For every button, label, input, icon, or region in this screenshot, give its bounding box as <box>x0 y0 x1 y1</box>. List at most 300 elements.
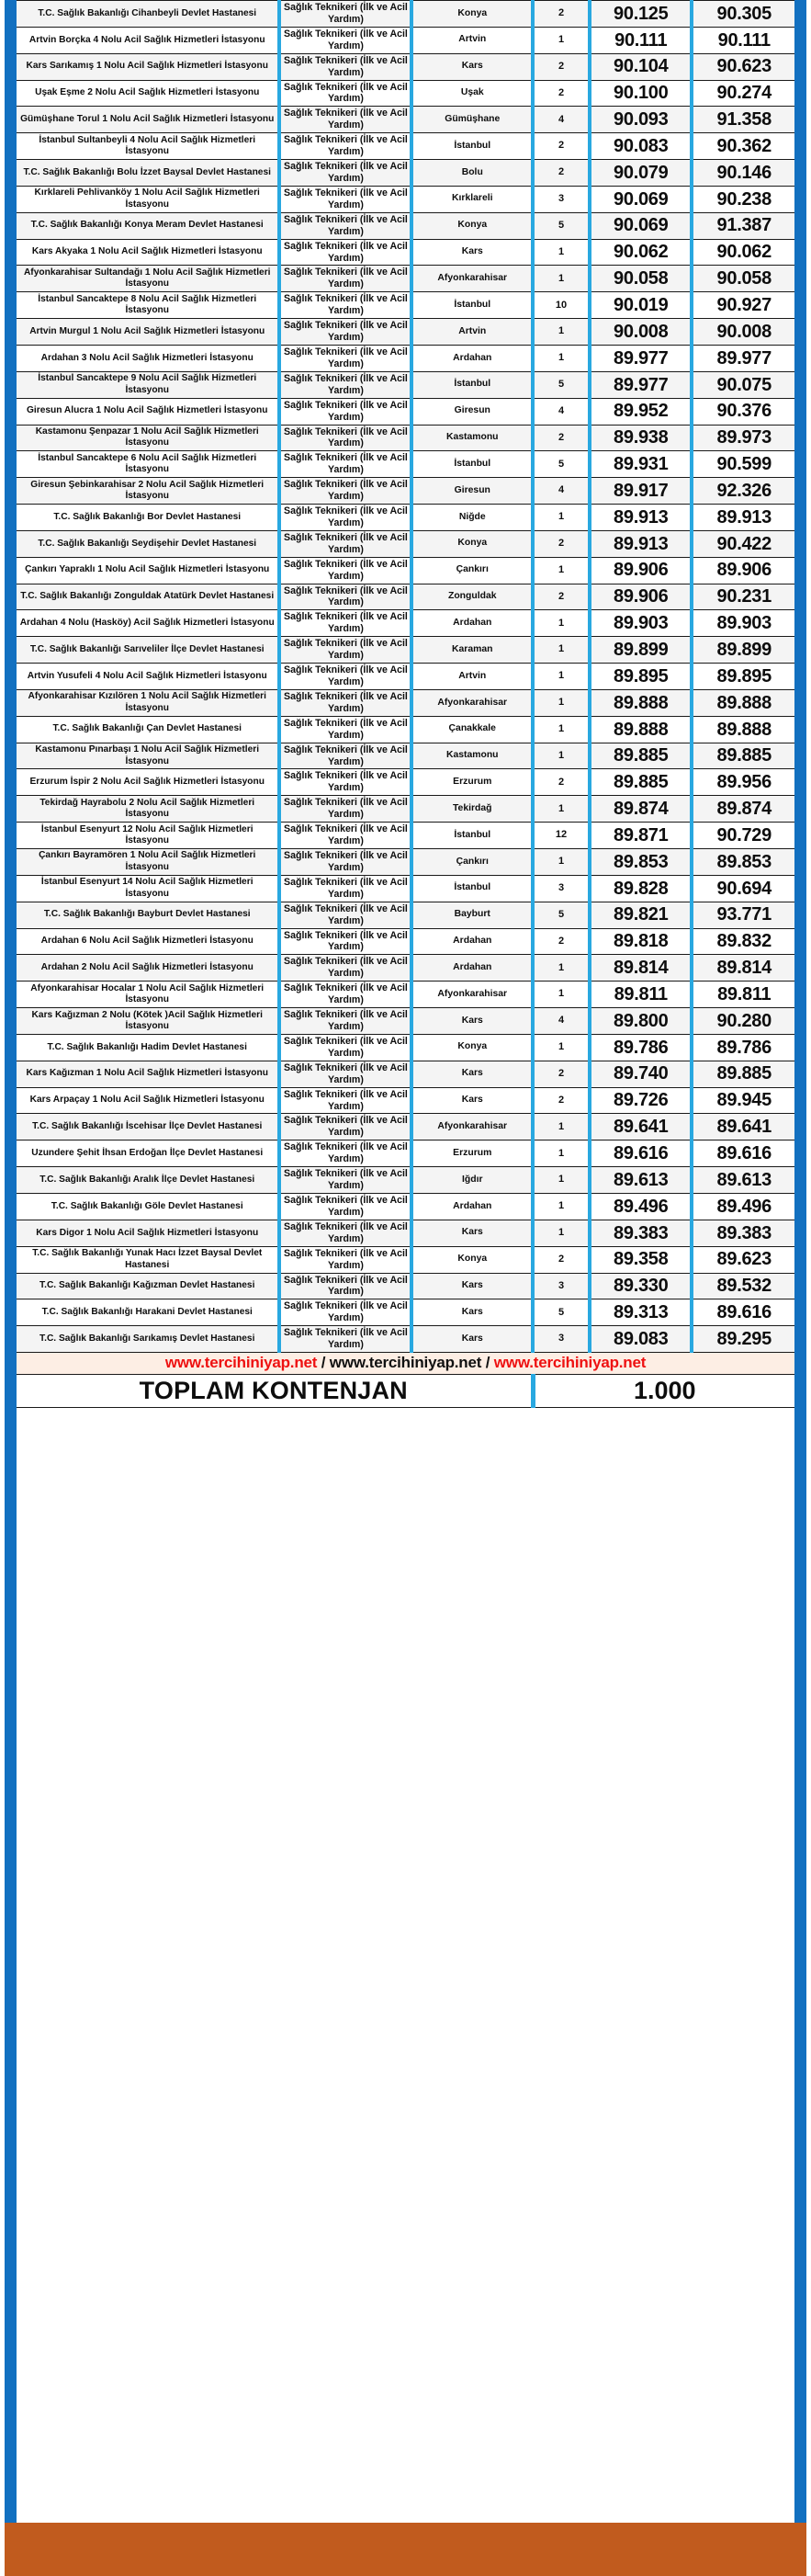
cell-quota: 5 <box>533 371 590 398</box>
cell-max-score: 89.616 <box>692 1299 794 1326</box>
table-row <box>17 160 794 187</box>
cell-province: Bayburt <box>411 902 533 928</box>
cell-min-score: 90.079 <box>590 160 692 187</box>
cell-title: Sağlık Teknikeri (İlk ve Acil Yardım) <box>279 212 411 239</box>
table-row <box>17 584 794 610</box>
cell-quota: 2 <box>533 160 590 187</box>
cell-min-score: 89.888 <box>590 689 692 716</box>
table-row <box>17 80 794 107</box>
cell-title: Sağlık Teknikeri (İlk ve Acil Yardım) <box>279 266 411 292</box>
cell-institution: İstanbul Esenyurt 12 Nolu Acil Sağlık Hizmetleri İstasyonu <box>17 823 279 849</box>
cell-title: Sağlık Teknikeri (İlk ve Acil Yardım) <box>279 796 411 823</box>
cell-quota: 1 <box>533 796 590 823</box>
cell-province: Kars <box>411 1087 533 1114</box>
cell-institution: Tekirdağ Hayrabolu 2 Nolu Acil Sağlık Hizmetleri İstasyonu <box>17 796 279 823</box>
table-row <box>17 266 794 292</box>
cell-max-score: 90.729 <box>692 823 794 849</box>
cell-min-score: 89.977 <box>590 371 692 398</box>
cell-institution: Kastamonu Pınarbaşı 1 Nolu Acil Sağlık Hizmetleri İstasyonu <box>17 743 279 769</box>
table-row <box>17 902 794 928</box>
cell-institution: Kars Arpaçay 1 Nolu Acil Sağlık Hizmetleri İstasyonu <box>17 1087 279 1114</box>
cell-min-score: 89.726 <box>590 1087 692 1114</box>
cell-title: Sağlık Teknikeri (İlk ve Acil Yardım) <box>279 1193 411 1220</box>
cell-quota: 3 <box>533 875 590 902</box>
cell-title: Sağlık Teknikeri (İlk ve Acil Yardım) <box>279 664 411 690</box>
cell-max-score: 91.358 <box>692 107 794 133</box>
cell-max-score: 90.146 <box>692 160 794 187</box>
cell-institution: T.C. Sağlık Bakanlığı Cihanbeyli Devlet Hastanesi <box>17 1 279 28</box>
cell-title: Sağlık Teknikeri (İlk ve Acil Yardım) <box>279 292 411 319</box>
cell-quota: 1 <box>533 610 590 637</box>
cell-min-score: 89.740 <box>590 1061 692 1087</box>
cell-institution: Afyonkarahisar Sultandağı 1 Nolu Acil Sağlık Hizmetleri İstasyonu <box>17 266 279 292</box>
table-row <box>17 982 794 1008</box>
cell-institution: Kars Akyaka 1 Nolu Acil Sağlık Hizmetleri İstasyonu <box>17 239 279 266</box>
table-body <box>17 1 794 1353</box>
cell-title: Sağlık Teknikeri (İlk ve Acil Yardım) <box>279 769 411 796</box>
cell-title: Sağlık Teknikeri (İlk ve Acil Yardım) <box>279 1140 411 1167</box>
cell-max-score: 91.387 <box>692 212 794 239</box>
cell-min-score: 89.496 <box>590 1193 692 1220</box>
cell-province: Tekirdağ <box>411 796 533 823</box>
cell-province: Afyonkarahisar <box>411 266 533 292</box>
cell-institution: Gümüşhane Torul 1 Nolu Acil Sağlık Hizmetleri İstasyonu <box>17 107 279 133</box>
cell-max-score: 89.786 <box>692 1034 794 1061</box>
cell-title: Sağlık Teknikeri (İlk ve Acil Yardım) <box>279 610 411 637</box>
table-row <box>17 53 794 80</box>
cell-province: Iğdır <box>411 1167 533 1194</box>
cell-province: Niğde <box>411 505 533 531</box>
cell-province: Konya <box>411 530 533 557</box>
cell-province: Konya <box>411 1 533 28</box>
cell-title: Sağlık Teknikeri (İlk ve Acil Yardım) <box>279 823 411 849</box>
cell-min-score: 89.313 <box>590 1299 692 1326</box>
cell-institution: İstanbul Sancaktepe 9 Nolu Acil Sağlık Hizmetleri İstasyonu <box>17 371 279 398</box>
cell-quota: 4 <box>533 1008 590 1035</box>
cell-province: Afyonkarahisar <box>411 689 533 716</box>
cell-min-score: 90.083 <box>590 133 692 160</box>
cell-province: Giresun <box>411 478 533 505</box>
cell-province: Bolu <box>411 160 533 187</box>
cell-min-score: 90.100 <box>590 80 692 107</box>
cell-institution: T.C. Sağlık Bakanlığı Konya Meram Devlet Hastanesi <box>17 212 279 239</box>
table-footer-body <box>17 1353 794 1408</box>
cell-min-score: 89.899 <box>590 637 692 664</box>
cell-quota: 1 <box>533 849 590 876</box>
cell-min-score: 90.058 <box>590 266 692 292</box>
cell-title: Sağlık Teknikeri (İlk ve Acil Yardım) <box>279 902 411 928</box>
cell-institution: Kars Kağızman 2 Nolu (Kötek )Acil Sağlık Hizmetleri İstasyonu <box>17 1008 279 1035</box>
cell-quota: 1 <box>533 1140 590 1167</box>
cell-min-score: 90.104 <box>590 53 692 80</box>
cell-quota: 12 <box>533 823 590 849</box>
cell-quota: 2 <box>533 133 590 160</box>
cell-institution: Uzundere Şehit İhsan Erdoğan İlçe Devlet Hastanesi <box>17 1140 279 1167</box>
cell-institution: Giresun Şebinkarahisar 2 Nolu Acil Sağlık Hizmetleri İstasyonu <box>17 478 279 505</box>
cell-institution: T.C. Sağlık Bakanlığı Aralık İlçe Devlet Hastanesi <box>17 1167 279 1194</box>
cell-institution: Giresun Alucra 1 Nolu Acil Sağlık Hizmetleri İstasyonu <box>17 398 279 425</box>
table-row <box>17 849 794 876</box>
cell-max-score: 90.231 <box>692 584 794 610</box>
cell-province: Kars <box>411 53 533 80</box>
cell-quota: 3 <box>533 1326 590 1353</box>
cell-max-score: 89.977 <box>692 345 794 371</box>
cell-province: Ardahan <box>411 955 533 982</box>
cell-institution: Artvin Borçka 4 Nolu Acil Sağlık Hizmetleri İstasyonu <box>17 27 279 53</box>
cell-max-score: 90.623 <box>692 53 794 80</box>
cell-title: Sağlık Teknikeri (İlk ve Acil Yardım) <box>279 557 411 584</box>
table-row <box>17 689 794 716</box>
cell-institution: Kastamonu Şenpazar 1 Nolu Acil Sağlık Hizmetleri İstasyonu <box>17 425 279 451</box>
right-blue-rail <box>794 0 806 2523</box>
cell-quota: 1 <box>533 1114 590 1140</box>
cell-min-score: 89.821 <box>590 902 692 928</box>
watermark-sep-2: / <box>481 1354 494 1372</box>
cell-max-score: 89.853 <box>692 849 794 876</box>
cell-quota: 5 <box>533 212 590 239</box>
cell-min-score: 89.874 <box>590 796 692 823</box>
cell-province: İstanbul <box>411 133 533 160</box>
cell-institution: T.C. Sağlık Bakanlığı Kağızman Devlet Hastanesi <box>17 1273 279 1299</box>
cell-min-score: 89.885 <box>590 743 692 769</box>
cell-max-score: 89.295 <box>692 1326 794 1353</box>
cell-title: Sağlık Teknikeri (İlk ve Acil Yardım) <box>279 1034 411 1061</box>
cell-province: Zonguldak <box>411 584 533 610</box>
cell-quota: 2 <box>533 584 590 610</box>
cell-max-score: 89.623 <box>692 1246 794 1273</box>
table-row <box>17 292 794 319</box>
table-row <box>17 107 794 133</box>
cell-province: Erzurum <box>411 1140 533 1167</box>
cell-quota: 1 <box>533 743 590 769</box>
cell-quota: 1 <box>533 345 590 371</box>
cell-max-score: 89.885 <box>692 743 794 769</box>
cell-quota: 5 <box>533 1299 590 1326</box>
cell-max-score: 93.771 <box>692 902 794 928</box>
cell-title: Sağlık Teknikeri (İlk ve Acil Yardım) <box>279 371 411 398</box>
cell-min-score: 90.069 <box>590 186 692 212</box>
watermark-part-2: www.tercihiniyap.net <box>329 1354 482 1372</box>
cell-institution: T.C. Sağlık Bakanlığı Bor Devlet Hastanesi <box>17 505 279 531</box>
cell-province: Ardahan <box>411 928 533 955</box>
cell-min-score: 89.800 <box>590 1008 692 1035</box>
cell-min-score: 89.828 <box>590 875 692 902</box>
cell-title: Sağlık Teknikeri (İlk ve Acil Yardım) <box>279 160 411 187</box>
cell-max-score: 89.641 <box>692 1114 794 1140</box>
left-blue-rail <box>5 0 17 2523</box>
cell-province: Afyonkarahisar <box>411 982 533 1008</box>
cell-title: Sağlık Teknikeri (İlk ve Acil Yardım) <box>279 505 411 531</box>
cell-province: Çanakkale <box>411 716 533 743</box>
cell-title: Sağlık Teknikeri (İlk ve Acil Yardım) <box>279 875 411 902</box>
cell-quota: 1 <box>533 982 590 1008</box>
cell-province: İstanbul <box>411 292 533 319</box>
cell-province: İstanbul <box>411 371 533 398</box>
table-row <box>17 27 794 53</box>
cell-quota: 1 <box>533 1220 590 1246</box>
cell-title: Sağlık Teknikeri (İlk ve Acil Yardım) <box>279 743 411 769</box>
bottom-orange-band <box>5 2523 806 2576</box>
cell-quota: 1 <box>533 266 590 292</box>
table-row <box>17 1 794 28</box>
cell-max-score: 89.832 <box>692 928 794 955</box>
cell-title: Sağlık Teknikeri (İlk ve Acil Yardım) <box>279 239 411 266</box>
cell-quota: 2 <box>533 769 590 796</box>
cell-min-score: 90.062 <box>590 239 692 266</box>
cell-title: Sağlık Teknikeri (İlk ve Acil Yardım) <box>279 1 411 28</box>
cell-max-score: 89.895 <box>692 664 794 690</box>
cell-quota: 1 <box>533 239 590 266</box>
cell-province: Artvin <box>411 319 533 346</box>
cell-province: Ardahan <box>411 1193 533 1220</box>
cell-quota: 3 <box>533 1273 590 1299</box>
table-row <box>17 1034 794 1061</box>
table-row <box>17 1273 794 1299</box>
cell-max-score: 89.496 <box>692 1193 794 1220</box>
cell-min-score: 89.906 <box>590 584 692 610</box>
cell-max-score: 89.945 <box>692 1087 794 1114</box>
cell-max-score: 89.383 <box>692 1220 794 1246</box>
cell-institution: Kars Digor 1 Nolu Acil Sağlık Hizmetleri İstasyonu <box>17 1220 279 1246</box>
cell-quota: 1 <box>533 689 590 716</box>
cell-institution: T.C. Sağlık Bakanlığı Zonguldak Atatürk Devlet Hastanesi <box>17 584 279 610</box>
table-row <box>17 1008 794 1035</box>
cell-quota: 1 <box>533 664 590 690</box>
cell-quota: 2 <box>533 1087 590 1114</box>
cell-title: Sağlık Teknikeri (İlk ve Acil Yardım) <box>279 637 411 664</box>
cell-max-score: 90.362 <box>692 133 794 160</box>
cell-institution: Ardahan 6 Nolu Acil Sağlık Hizmetleri İstasyonu <box>17 928 279 955</box>
cell-title: Sağlık Teknikeri (İlk ve Acil Yardım) <box>279 1061 411 1087</box>
cell-max-score: 90.694 <box>692 875 794 902</box>
cell-institution: Afyonkarahisar Kızılören 1 Nolu Acil Sağlık Hizmetleri İstasyonu <box>17 689 279 716</box>
cell-max-score: 89.973 <box>692 425 794 451</box>
cell-max-score: 92.326 <box>692 478 794 505</box>
cell-title: Sağlık Teknikeri (İlk ve Acil Yardım) <box>279 319 411 346</box>
cell-max-score: 89.613 <box>692 1167 794 1194</box>
cell-quota: 1 <box>533 637 590 664</box>
cell-title: Sağlık Teknikeri (İlk ve Acil Yardım) <box>279 955 411 982</box>
cell-institution: İstanbul Sultanbeyli 4 Nolu Acil Sağlık Hizmetleri İstasyonu <box>17 133 279 160</box>
cell-min-score: 90.008 <box>590 319 692 346</box>
cell-quota: 10 <box>533 292 590 319</box>
table-row <box>17 239 794 266</box>
cell-title: Sağlık Teknikeri (İlk ve Acil Yardım) <box>279 928 411 955</box>
cell-title: Sağlık Teknikeri (İlk ve Acil Yardım) <box>279 1299 411 1326</box>
cell-min-score: 89.641 <box>590 1114 692 1140</box>
cell-min-score: 89.913 <box>590 505 692 531</box>
cell-title: Sağlık Teknikeri (İlk ve Acil Yardım) <box>279 133 411 160</box>
cell-province: İstanbul <box>411 875 533 902</box>
table-row <box>17 1114 794 1140</box>
cell-title: Sağlık Teknikeri (İlk ve Acil Yardım) <box>279 982 411 1008</box>
cell-max-score: 90.280 <box>692 1008 794 1035</box>
table-row <box>17 955 794 982</box>
cell-province: Kars <box>411 1061 533 1087</box>
cell-max-score: 89.903 <box>692 610 794 637</box>
table-row <box>17 664 794 690</box>
table-row <box>17 637 794 664</box>
table-row <box>17 425 794 451</box>
cell-min-score: 89.888 <box>590 716 692 743</box>
cell-institution: İstanbul Esenyurt 14 Nolu Acil Sağlık Hizmetleri İstasyonu <box>17 875 279 902</box>
table-row <box>17 371 794 398</box>
cell-institution: Kars Kağızman 1 Nolu Acil Sağlık Hizmetleri İstasyonu <box>17 1061 279 1087</box>
cell-title: Sağlık Teknikeri (İlk ve Acil Yardım) <box>279 849 411 876</box>
cell-quota: 4 <box>533 478 590 505</box>
cell-max-score: 90.058 <box>692 266 794 292</box>
table-row <box>17 451 794 478</box>
cell-province: Artvin <box>411 27 533 53</box>
cell-institution: İstanbul Sancaktepe 8 Nolu Acil Sağlık Hizmetleri İstasyonu <box>17 292 279 319</box>
cell-min-score: 89.358 <box>590 1246 692 1273</box>
cell-quota: 1 <box>533 716 590 743</box>
cell-institution: Çankırı Yapraklı 1 Nolu Acil Sağlık Hizmetleri İstasyonu <box>17 557 279 584</box>
cell-province: Konya <box>411 212 533 239</box>
cell-title: Sağlık Teknikeri (İlk ve Acil Yardım) <box>279 478 411 505</box>
cell-province: Kars <box>411 239 533 266</box>
cell-institution: Erzurum İspir 2 Nolu Acil Sağlık Hizmetleri İstasyonu <box>17 769 279 796</box>
cell-min-score: 89.952 <box>590 398 692 425</box>
cell-province: İstanbul <box>411 823 533 849</box>
cell-min-score: 89.083 <box>590 1326 692 1353</box>
cell-institution: T.C. Sağlık Bakanlığı Seydişehir Devlet Hastanesi <box>17 530 279 557</box>
cell-title: Sağlık Teknikeri (İlk ve Acil Yardım) <box>279 398 411 425</box>
cell-institution: T.C. Sağlık Bakanlığı Sarıveliler İlçe Devlet Hastanesi <box>17 637 279 664</box>
watermark-part-3: www.tercihiniyap.net <box>493 1354 647 1372</box>
total-quota-label: TOPLAM KONTENJAN <box>17 1374 533 1407</box>
cell-title: Sağlık Teknikeri (İlk ve Acil Yardım) <box>279 425 411 451</box>
cell-max-score: 90.599 <box>692 451 794 478</box>
cell-province: Karaman <box>411 637 533 664</box>
cell-institution: T.C. Sağlık Bakanlığı Hadim Devlet Hastanesi <box>17 1034 279 1061</box>
cell-max-score: 89.616 <box>692 1140 794 1167</box>
cell-province: Gümüşhane <box>411 107 533 133</box>
table-row <box>17 1299 794 1326</box>
cell-province: Ardahan <box>411 610 533 637</box>
cell-quota: 5 <box>533 902 590 928</box>
cell-title: Sağlık Teknikeri (İlk ve Acil Yardım) <box>279 716 411 743</box>
cell-min-score: 90.093 <box>590 107 692 133</box>
cell-min-score: 89.885 <box>590 769 692 796</box>
cell-title: Sağlık Teknikeri (İlk ve Acil Yardım) <box>279 345 411 371</box>
table-row <box>17 875 794 902</box>
table-row <box>17 398 794 425</box>
cell-quota: 4 <box>533 107 590 133</box>
table-row <box>17 1087 794 1114</box>
cell-max-score: 90.008 <box>692 319 794 346</box>
cell-institution: T.C. Sağlık Bakanlığı İscehisar İlçe Devlet Hastanesi <box>17 1114 279 1140</box>
cell-title: Sağlık Teknikeri (İlk ve Acil Yardım) <box>279 530 411 557</box>
cell-province: Kars <box>411 1220 533 1246</box>
cell-title: Sağlık Teknikeri (İlk ve Acil Yardım) <box>279 1326 411 1353</box>
table-row <box>17 1220 794 1246</box>
table-row <box>17 928 794 955</box>
cell-min-score: 90.069 <box>590 212 692 239</box>
cell-min-score: 89.938 <box>590 425 692 451</box>
cell-min-score: 89.853 <box>590 849 692 876</box>
cell-province: Çankırı <box>411 557 533 584</box>
cell-min-score: 89.613 <box>590 1167 692 1194</box>
table-row <box>17 186 794 212</box>
cell-max-score: 90.422 <box>692 530 794 557</box>
watermark-row <box>17 1353 794 1375</box>
cell-province: Kars <box>411 1273 533 1299</box>
table-row <box>17 133 794 160</box>
cell-quota: 1 <box>533 955 590 982</box>
cell-institution: Artvin Murgul 1 Nolu Acil Sağlık Hizmetleri İstasyonu <box>17 319 279 346</box>
cell-max-score: 90.927 <box>692 292 794 319</box>
cell-province: Artvin <box>411 664 533 690</box>
table-row <box>17 610 794 637</box>
cell-title: Sağlık Teknikeri (İlk ve Acil Yardım) <box>279 689 411 716</box>
cell-max-score: 89.913 <box>692 505 794 531</box>
cell-institution: Çankırı Bayramören 1 Nolu Acil Sağlık Hizmetleri İstasyonu <box>17 849 279 876</box>
cell-max-score: 89.888 <box>692 689 794 716</box>
cell-max-score: 89.885 <box>692 1061 794 1087</box>
quota-score-table <box>17 0 794 1408</box>
cell-province: Kırklareli <box>411 186 533 212</box>
cell-institution: İstanbul Sancaktepe 6 Nolu Acil Sağlık Hizmetleri İstasyonu <box>17 451 279 478</box>
cell-min-score: 89.818 <box>590 928 692 955</box>
cell-institution: T.C. Sağlık Bakanlığı Sarıkamış Devlet Hastanesi <box>17 1326 279 1353</box>
cell-institution: Ardahan 3 Nolu Acil Sağlık Hizmetleri İstasyonu <box>17 345 279 371</box>
cell-max-score: 90.238 <box>692 186 794 212</box>
cell-min-score: 89.871 <box>590 823 692 849</box>
cell-institution: Kars Sarıkamış 1 Nolu Acil Sağlık Hizmetleri İstasyonu <box>17 53 279 80</box>
cell-min-score: 89.786 <box>590 1034 692 1061</box>
cell-title: Sağlık Teknikeri (İlk ve Acil Yardım) <box>279 584 411 610</box>
cell-max-score: 89.899 <box>692 637 794 664</box>
cell-max-score: 90.062 <box>692 239 794 266</box>
cell-quota: 2 <box>533 1246 590 1273</box>
cell-max-score: 89.956 <box>692 769 794 796</box>
cell-min-score: 89.616 <box>590 1140 692 1167</box>
cell-province: Konya <box>411 1034 533 1061</box>
cell-institution: Uşak Eşme 2 Nolu Acil Sağlık Hizmetleri İstasyonu <box>17 80 279 107</box>
table-row <box>17 1193 794 1220</box>
cell-title: Sağlık Teknikeri (İlk ve Acil Yardım) <box>279 1167 411 1194</box>
table-row <box>17 1140 794 1167</box>
cell-min-score: 89.895 <box>590 664 692 690</box>
cell-quota: 1 <box>533 1167 590 1194</box>
cell-max-score: 89.888 <box>692 716 794 743</box>
cell-institution: Kırklareli Pehlivanköy 1 Nolu Acil Sağlık Hizmetleri İstasyonu <box>17 186 279 212</box>
cell-province: Ardahan <box>411 345 533 371</box>
cell-max-score: 90.376 <box>692 398 794 425</box>
cell-province: Kars <box>411 1326 533 1353</box>
cell-province: Uşak <box>411 80 533 107</box>
cell-min-score: 89.906 <box>590 557 692 584</box>
cell-max-score: 90.075 <box>692 371 794 398</box>
cell-min-score: 89.977 <box>590 345 692 371</box>
table-row <box>17 1246 794 1273</box>
cell-min-score: 89.913 <box>590 530 692 557</box>
cell-title: Sağlık Teknikeri (İlk ve Acil Yardım) <box>279 1220 411 1246</box>
cell-province: Kastamonu <box>411 425 533 451</box>
cell-max-score: 89.532 <box>692 1273 794 1299</box>
table-row <box>17 478 794 505</box>
table-row <box>17 743 794 769</box>
cell-institution: T.C. Sağlık Bakanlığı Göle Devlet Hastanesi <box>17 1193 279 1220</box>
cell-quota: 1 <box>533 319 590 346</box>
table-row <box>17 1061 794 1087</box>
table-row <box>17 823 794 849</box>
cell-quota: 1 <box>533 505 590 531</box>
cell-province: Kastamonu <box>411 743 533 769</box>
table-row <box>17 716 794 743</box>
cell-min-score: 90.125 <box>590 1 692 28</box>
